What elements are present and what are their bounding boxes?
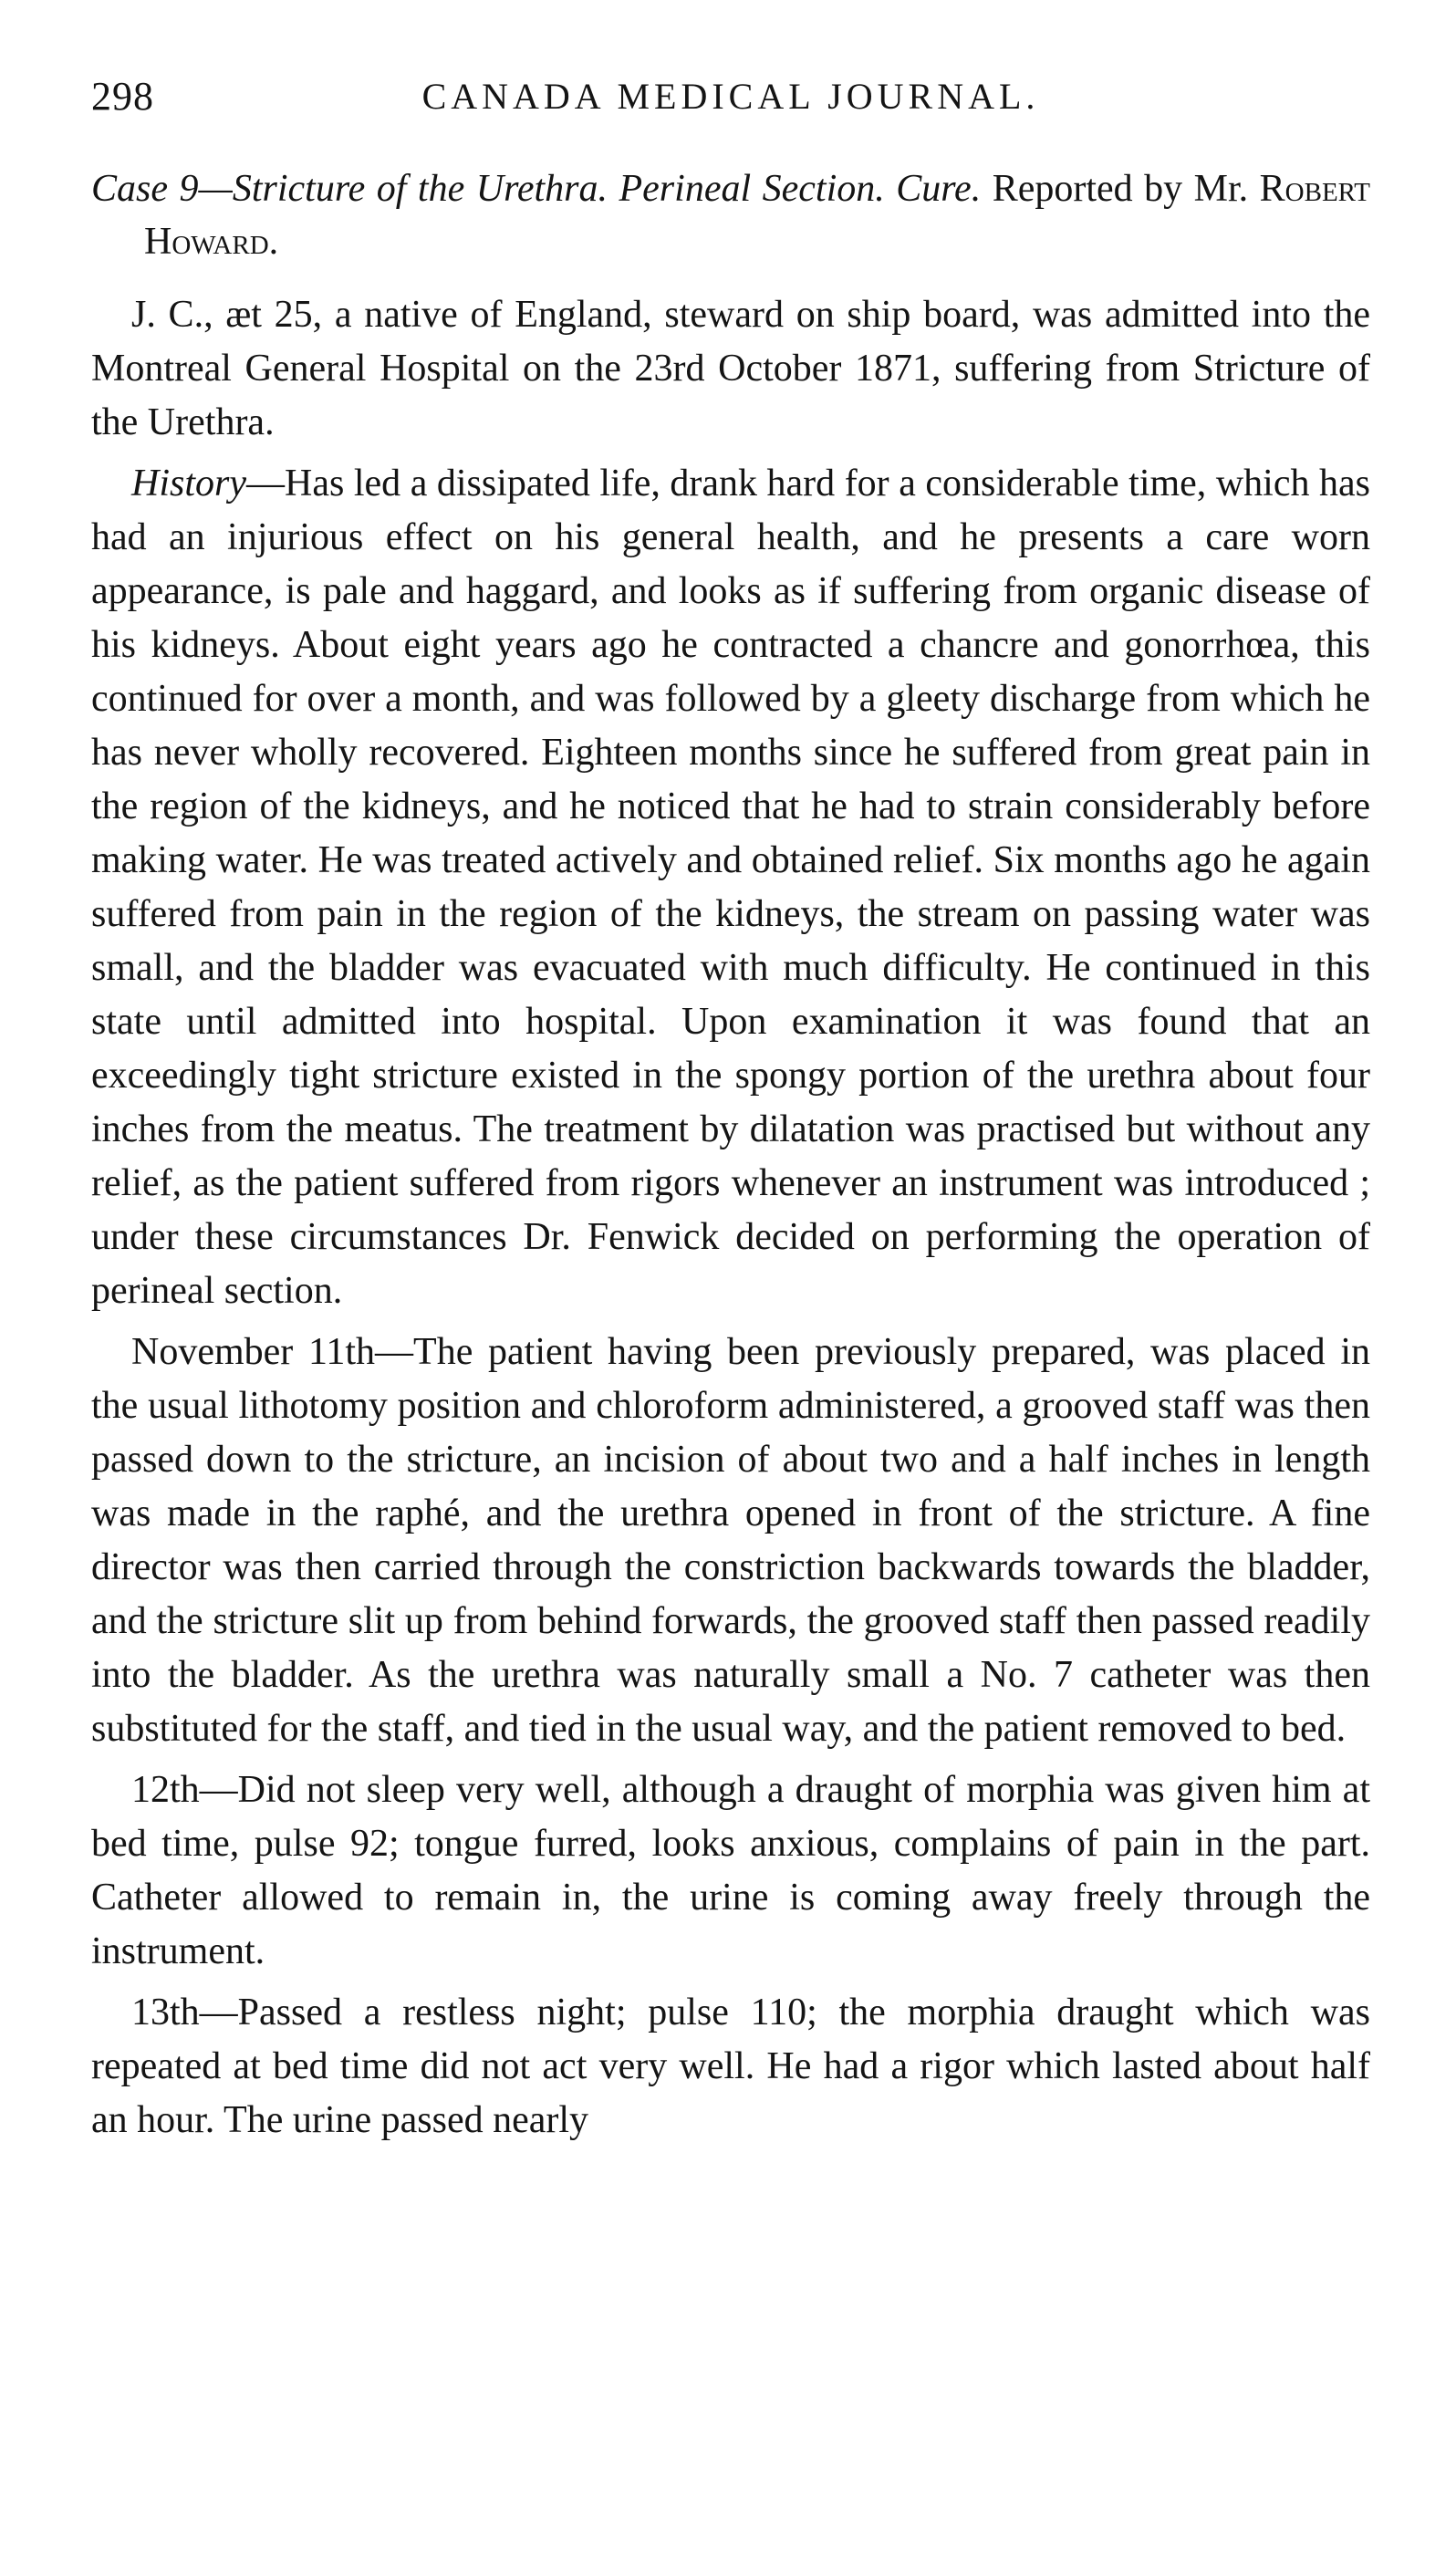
reporter-name: Robert Howard. (144, 168, 1371, 263)
article-body (91, 288, 1370, 2148)
page-number: 298 (91, 74, 154, 119)
paragraph-text: 13th—Passed a restless night; pulse 110; the morphia draught which was repeated at bed time did not act very well. He had a rigor which lasted about half an hour. The urine passed nearly (91, 1992, 1370, 2141)
paragraph-operation (91, 1326, 1370, 1756)
paragraph-text: J. C., æt 25, a native of England, steward on ship board, was admitted into the Montreal General Hospital on the 23rd October 1871, suffering from Stricture of the Urethra. (91, 294, 1370, 443)
paragraph-day-13 (91, 1986, 1370, 2148)
paragraph-text: —Has led a dissipated life, drank hard for a considerable time, which has had an injurious effect on his general health, and he presents a care worn appearance, is pale and haggard, and looks as if suffering from organic disease of his kidneys. About eight years ago he contracted a chancre and gonorrhœa, this continued for over a month, and was followed by a gleety discharge from which he has never wholly recovered. Eighteen months since he suffered from great pain in the region of the kidneys, and he noticed that he had to strain considerably before making water. He was treated actively and obtained relief. Six months ago he again suffered from pain in the region of the kidneys, the stream on passing water was small, and the bladder was evacuated with much difficulty. He continued in this state until admitted into hospital. Upon examination it was found that an exceedingly tight stricture existed in the spongy portion of the urethra about four inches from the meatus. The treatment by dilatation was practised but without any relief, as the patient suffered from rigors whenever an instrument was introduced ; under these circumstances Dr. Fenwick decided on performing the operation of perineal section. (91, 463, 1370, 1312)
reported-by-prefix: Reported by Mr. (992, 168, 1249, 210)
paragraph-text: November 11th—The patient having been previously prepared, was placed in the usual lithotomy position and chloroform administered, a grooved staff was then passed down to the stricture, an incision of about two and a half inches in length was made in the raphé, and the urethra opened in front of the stricture. A fine director was then carried through the constriction backwards towards the bladder, and the stricture slit up from behind forwards, the grooved staff then passed readily into the bladder. As the urethra was naturally small a No. 7 catheter was then substituted for the staff, and tied in the usual way, and the patient removed to bed. (91, 1331, 1370, 1750)
page-header (91, 55, 1370, 128)
paragraph-history (91, 457, 1370, 1318)
paragraph-text: 12th—Did not sleep very well, although a draught of morphia was given him at bed time, pulse 92; tongue furred, looks anxious, complains of pain in the part. Catheter allowed to remain in, the urine is coming away freely through the instrument. (91, 1769, 1370, 1972)
paragraph-day-12 (91, 1763, 1370, 1979)
case-heading (91, 162, 1370, 268)
paragraph-admission (91, 288, 1370, 450)
paragraph-lead: History (131, 463, 246, 504)
running-head: CANADA MEDICAL JOURNAL. (421, 76, 1040, 117)
case-title: Case 9—Stricture of the Urethra. Perineal Section. Cure. (91, 168, 982, 210)
